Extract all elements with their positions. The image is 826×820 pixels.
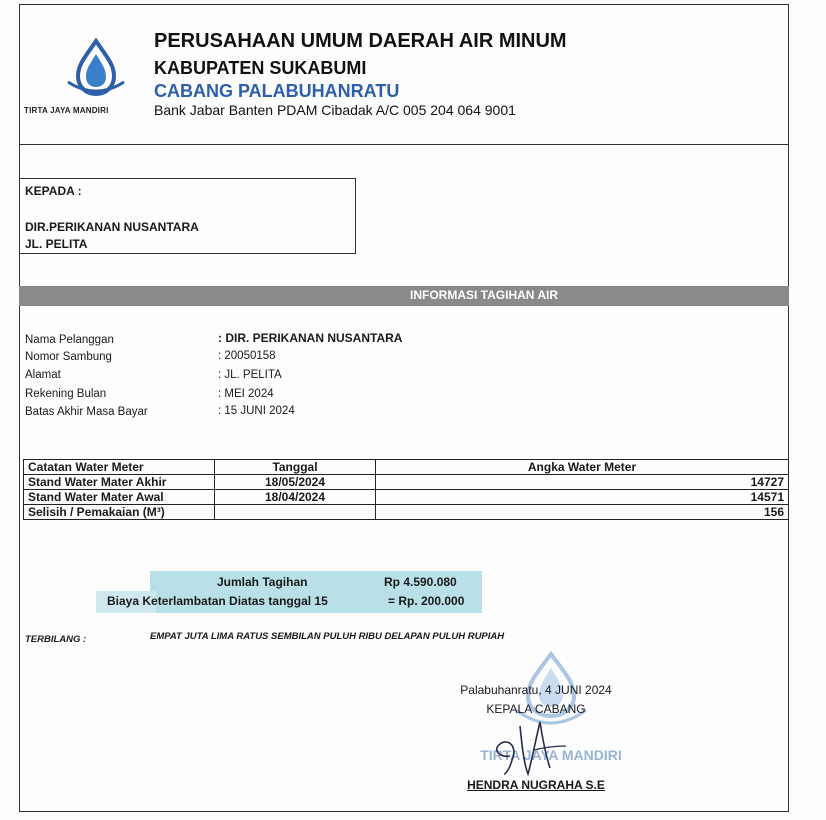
signatory-name: HENDRA NUGRAHA S.E [467, 778, 605, 792]
info-label-deadline: Batas Akhir Masa Bayar [25, 406, 148, 418]
branch-name: CABANG PALABUHANRATU [154, 81, 400, 101]
table-header: Catatan Water Meter [24, 460, 215, 475]
bank-account-line: Bank Jabar Banten PDAM Cibadak A/C 005 204 064 9001 [154, 102, 516, 118]
table-row [24, 505, 789, 520]
info-value-connection: : 20050158 [218, 350, 276, 362]
info-label-connection: Nomor Sambung [25, 351, 112, 363]
org-name-line2: KABUPATEN SUKABUMI [154, 58, 367, 78]
info-value-address: : JL. PELITA [218, 369, 282, 381]
table-row [24, 475, 789, 490]
row-date: 18/04/2024 [215, 490, 376, 505]
row-value: 14727 [376, 475, 789, 490]
recipient-name: DIR.PERIKANAN NUSANTARA [25, 220, 199, 234]
section-bar [19, 286, 789, 306]
meter-table [23, 459, 789, 520]
row-value: 156 [376, 505, 789, 520]
info-label-customer: Nama Pelanggan [25, 334, 114, 346]
table-header-row [24, 460, 789, 475]
info-label-address: Alamat [25, 369, 61, 381]
info-value-customer: : DIR. PERIKANAN NUSANTARA [218, 331, 403, 345]
handwritten-signature-icon [480, 716, 590, 778]
info-value-deadline: : 15 JUNI 2024 [218, 405, 295, 417]
recipient-label: KEPADA : [25, 184, 82, 198]
signature-title: KEPALA CABANG [486, 702, 586, 716]
table-header: Tanggal [215, 460, 376, 475]
amount-in-words-label: TERBILANG : [25, 634, 87, 645]
row-label: Selisih / Pemakaian (M³) [24, 505, 215, 520]
total-label: Jumlah Tagihan [217, 575, 308, 589]
info-label-month: Rekening Bulan [25, 388, 107, 400]
info-value-month: : MEI 2024 [218, 388, 274, 400]
signature-place-date: Palabuhanratu, 4 JUNI 2024 [460, 683, 612, 697]
total-value: Rp 4.590.080 [384, 575, 457, 589]
row-label: Stand Water Mater Akhir [24, 475, 215, 490]
row-date: 18/05/2024 [215, 475, 376, 490]
row-date [215, 505, 376, 520]
late-fee-value: = Rp. 200.000 [388, 594, 465, 608]
header-divider [19, 144, 789, 145]
svg-text:TIRTA JAYA MANDIRI: TIRTA JAYA MANDIRI [480, 747, 622, 763]
table-row [24, 490, 789, 505]
recipient-address: JL. PELITA [25, 237, 88, 251]
row-label: Stand Water Mater Awal [24, 490, 215, 505]
section-title: INFORMASI TAGIHAN AIR [410, 288, 558, 302]
late-fee-label: Biaya Keterlambatan Diatas tanggal 15 [107, 594, 328, 608]
org-name-line1: PERUSAHAAN UMUM DAERAH AIR MINUM [154, 30, 567, 52]
amount-in-words: EMPAT JUTA LIMA RATUS SEMBILAN PULUH RIBU DELAPAN PULUH RUPIAH [150, 631, 505, 642]
logo-caption: TIRTA JAYA MANDIRI [24, 106, 109, 115]
row-value: 14571 [376, 490, 789, 505]
water-drop-logo-icon [56, 38, 136, 98]
table-header: Angka Water Meter [376, 460, 789, 475]
